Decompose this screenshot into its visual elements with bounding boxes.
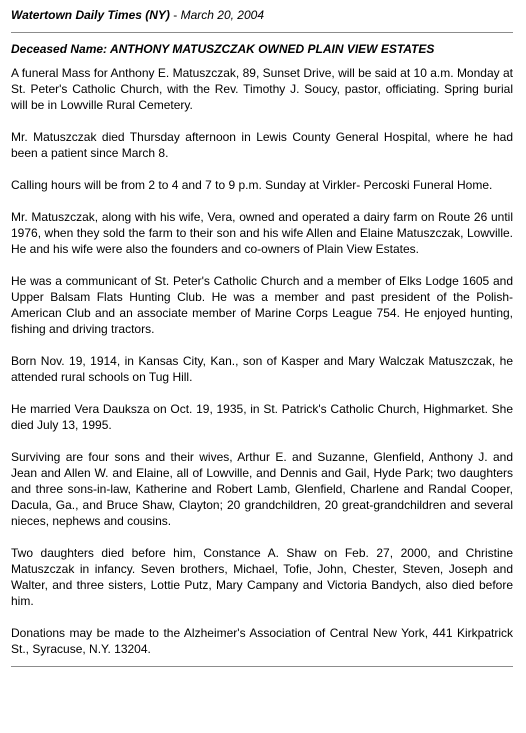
newspaper-name: Watertown Daily Times (NY) xyxy=(11,8,170,22)
paragraph-predeceased: Two daughters died before him, Constance A. Shaw on Feb. 27, 2000, and Christine Matuszczak in infancy. Seven brothers, Michael, Tofie, John, Chester, Steven, Joseph and Walter, and three sisters, Lottie Putz, Mary Campany and Victoria Bandych, also died before him. xyxy=(11,546,513,608)
obituary-body xyxy=(11,65,513,657)
top-divider xyxy=(11,32,513,33)
paragraph-death: Mr. Matuszczak died Thursday afternoon in Lewis County General Hospital, where he had been a patient since March 8. xyxy=(11,130,513,160)
masthead xyxy=(11,7,513,23)
deceased-headline: Deceased Name: ANTHONY MATUSZCZAK OWNED PLAIN VIEW ESTATES xyxy=(11,42,435,56)
paragraph-marriage: He married Vera Dauksza on Oct. 19, 1935, in St. Patrick's Catholic Church, Highmarket. She died July 13, 1995. xyxy=(11,402,513,432)
paragraph-calling-hours: Calling hours will be from 2 to 4 and 7 to 9 p.m. Sunday at Virkler- Percoski Funeral Home. xyxy=(11,178,493,192)
masthead-separator: - xyxy=(169,8,181,22)
paragraph-survivors: Surviving are four sons and their wives, Arthur E. and Suzanne, Glenfield, Anthony J. and Jean and Allen W. and Elaine, all of Lowville, and Dennis and Gail, Hyde Park; two daughters and three sons-in-law, Katherine and Robert Lamb, Glenfield, Charlene and Randal Cooper, Dacula, Ga., and Bruce Shaw, Clayton; 20 grandchildren, 20 great-grandchildren and several nieces, nephews and cousins. xyxy=(11,450,513,528)
paragraph-funeral-mass: A funeral Mass for Anthony E. Matuszczak, 89, Sunset Drive, will be said at 10 a.m. Monday at St. Peter's Catholic Church, with the Rev. Timothy J. Soucy, pastor, officiating. Spring burial will be in Lowville Rural Cemetery. xyxy=(11,66,513,112)
paragraph-birth: Born Nov. 19, 1914, in Kansas City, Kan., son of Kasper and Mary Walczak Matuszczak, he attended rural schools on Tug Hill. xyxy=(11,354,513,384)
paragraph-dairy-farm: Mr. Matuszczak, along with his wife, Vera, owned and operated a dairy farm on Route 26 until 1976, when they sold the farm to their son and his wife Allen and Elaine Matuszczak, Lowville. He and his wife were also the founders and co-owners of Plain View Estates. xyxy=(11,210,513,256)
paragraph-donations: Donations may be made to the Alzheimer's Association of Central New York, 441 Kirkpatrick St., Syracuse, N.Y. 13204. xyxy=(11,626,513,656)
publication-date: March 20, 2004 xyxy=(180,8,264,22)
bottom-divider xyxy=(11,666,513,667)
paragraph-memberships: He was a communicant of St. Peter's Catholic Church and a member of Elks Lodge 1605 and Upper Balsam Flats Hunting Club. He was a member and past president of the Polish-American Club and an associate member of Marine Corps League 754. He enjoyed hunting, fishing and driving tractors. xyxy=(11,274,513,336)
